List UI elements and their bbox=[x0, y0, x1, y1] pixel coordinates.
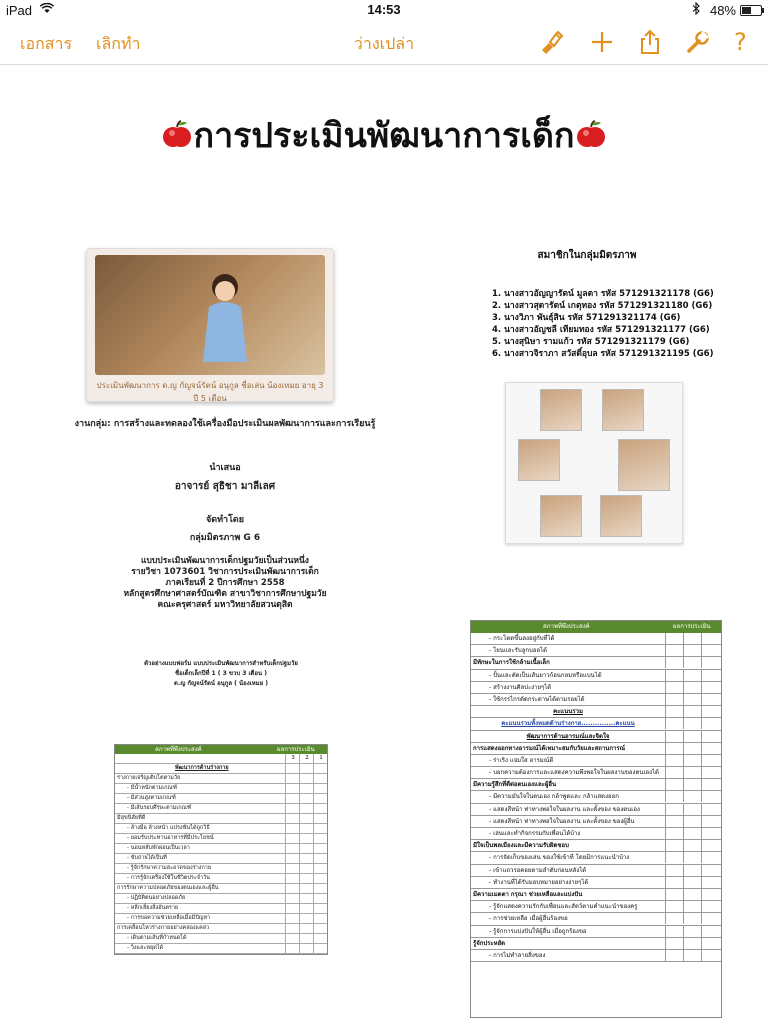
table-row bbox=[471, 694, 721, 706]
row-label: การรักษาความปลอดภัยของตนเองและผู้อื่น bbox=[117, 885, 219, 891]
score-cell[interactable] bbox=[299, 814, 314, 823]
row-label: - มีความมั่นใจในตนเอง กล้าพูดและ กล้าแสดงออก bbox=[489, 793, 619, 801]
header-criteria: สภาพที่พึงประสงค์ bbox=[155, 746, 202, 753]
header-result: ผลการประเมิน bbox=[277, 746, 315, 753]
score-cell[interactable] bbox=[285, 844, 300, 853]
score-cell[interactable] bbox=[313, 854, 328, 863]
score-cell[interactable] bbox=[299, 894, 314, 903]
score-cell[interactable] bbox=[299, 864, 314, 873]
score-cell[interactable] bbox=[683, 779, 702, 790]
score-cell[interactable] bbox=[701, 767, 720, 778]
score-cell[interactable] bbox=[665, 901, 684, 912]
score-cell[interactable] bbox=[299, 834, 314, 843]
score-cell[interactable] bbox=[299, 804, 314, 813]
score-cell[interactable] bbox=[285, 884, 300, 893]
score-cell[interactable] bbox=[683, 938, 702, 949]
table-row bbox=[471, 718, 721, 730]
row-label: - นอนหลับพักผ่อนเป็นเวลา bbox=[127, 845, 190, 851]
row-label: - เดินตามเส้นที่กำหนดได้ bbox=[127, 935, 187, 941]
score-cell[interactable] bbox=[683, 840, 702, 851]
score-cell[interactable] bbox=[701, 901, 720, 912]
score-cell[interactable] bbox=[313, 904, 328, 913]
score-cell[interactable] bbox=[313, 944, 328, 953]
form-table bbox=[114, 744, 328, 955]
score-cell[interactable] bbox=[701, 926, 720, 937]
score-cell[interactable] bbox=[665, 694, 684, 705]
table-row bbox=[115, 934, 327, 944]
score-cell[interactable] bbox=[285, 864, 300, 873]
table-row bbox=[115, 894, 327, 904]
row-label: - การรู้จักเครื่องใช้ในชีวิตประจำวัน bbox=[127, 875, 210, 881]
small-evaluation-form[interactable] bbox=[114, 658, 328, 1018]
wrench-icon[interactable] bbox=[684, 28, 712, 56]
form-subtitle: ชื่อเด็กเล็กปีที่ 1 ( 3 ขวบ 3 เดือน ) bbox=[175, 670, 267, 677]
header-result: ผลการประเมิน bbox=[673, 623, 711, 630]
score-cell[interactable] bbox=[285, 934, 300, 943]
row-label: มีใจเป็นพลเมืองและมีความรับผิดชอบ bbox=[473, 842, 569, 850]
score-cell[interactable] bbox=[313, 844, 328, 853]
score-cell[interactable] bbox=[299, 924, 314, 933]
device-name: iPad bbox=[6, 3, 33, 18]
member-photo bbox=[518, 439, 560, 481]
table-row bbox=[471, 889, 721, 901]
form-instructions-area bbox=[114, 688, 328, 744]
course-info bbox=[110, 556, 340, 611]
score-cell[interactable] bbox=[683, 889, 702, 900]
score-cell[interactable] bbox=[313, 834, 328, 843]
member-item: 2. นางสาวสุดารัตน์ เกตุทอง รหัส 571291321180 (G6) bbox=[492, 301, 713, 311]
photo-caption: ประเมินพัฒนาการ ด.ญ กัญจน์รัตน์ อนุกูล ชื่อเล่น น้องเหมย อายุ 3 ปี 5 เดือน bbox=[96, 381, 324, 403]
row-label: - มีน้ำหนักตามเกณฑ์ bbox=[127, 785, 178, 791]
score-cell[interactable] bbox=[701, 804, 720, 815]
score-cell[interactable] bbox=[701, 865, 720, 876]
score-cell[interactable] bbox=[683, 645, 702, 656]
row-label: - มีส่วนสูงตามเกณฑ์ bbox=[127, 795, 176, 801]
table-row bbox=[115, 914, 327, 924]
table-row bbox=[471, 645, 721, 657]
table-row bbox=[471, 877, 721, 889]
score-cell[interactable] bbox=[701, 938, 720, 949]
score-cell[interactable] bbox=[313, 894, 328, 903]
row-label: - รู้จักรักษาความสะอาดของร่างกาย bbox=[127, 865, 212, 871]
score-cell[interactable] bbox=[683, 865, 702, 876]
table-row bbox=[471, 767, 721, 779]
score-cell[interactable] bbox=[665, 852, 684, 863]
member-photo bbox=[540, 495, 582, 537]
row-label: พัฒนาการด้านอารมณ์และจิตใจ bbox=[526, 732, 610, 740]
child-photo-frame[interactable] bbox=[86, 248, 334, 402]
score-cell[interactable] bbox=[313, 794, 328, 803]
score-cell[interactable] bbox=[683, 682, 702, 693]
info-line: คณะครุศาสตร์ มหาวิทยาลัยสวนดุสิต bbox=[157, 600, 293, 610]
score-cell[interactable] bbox=[665, 865, 684, 876]
score-cell[interactable] bbox=[665, 755, 684, 766]
score-cell[interactable] bbox=[299, 914, 314, 923]
score-cell[interactable] bbox=[313, 774, 328, 783]
score-label: 1 bbox=[313, 754, 328, 763]
row-label: มีสุขนิสัยที่ดี bbox=[117, 815, 146, 821]
undo-button[interactable]: เลิกทำ bbox=[96, 34, 141, 53]
score-cell[interactable] bbox=[701, 633, 720, 644]
row-label: - การจัดเก็บของเล่น ของใช้เข้าที่ โดยมีการแนะนำบ้าง bbox=[489, 854, 630, 862]
row-label: - ปั้นและตัดเป็นเส้นยาวก้อนกลมหรือแบนได้ bbox=[489, 671, 602, 679]
table-row bbox=[471, 865, 721, 877]
row-label: - ขับถ่ายได้เป็นที่ bbox=[127, 855, 167, 861]
score-cell[interactable] bbox=[285, 834, 300, 843]
score-cell[interactable] bbox=[665, 767, 684, 778]
score-cell[interactable] bbox=[299, 884, 314, 893]
score-cell[interactable] bbox=[683, 901, 702, 912]
score-cell[interactable] bbox=[683, 852, 702, 863]
teacher-name: อาจารย์ สุธิชา มาลีเลศ bbox=[174, 481, 276, 492]
score-cell[interactable] bbox=[701, 694, 720, 705]
child-photo bbox=[95, 255, 325, 375]
member-item: 5. นางสุนิษา รามแก้ว รหัส 571291321179 (G6) bbox=[492, 337, 690, 347]
score-cell[interactable] bbox=[665, 633, 684, 644]
score-cell[interactable] bbox=[665, 731, 684, 742]
battery-percent: 48% bbox=[709, 3, 736, 18]
score-cell[interactable] bbox=[299, 904, 314, 913]
row-label: - มีเส้นรอบศีรษะตามเกณฑ์ bbox=[127, 805, 192, 811]
score-cell[interactable] bbox=[285, 914, 300, 923]
score-cell[interactable] bbox=[299, 764, 314, 773]
header-criteria: สภาพที่พึงประสงค์ bbox=[543, 623, 590, 630]
score-cell[interactable] bbox=[313, 804, 328, 813]
score-cell[interactable] bbox=[683, 828, 702, 839]
row-label: - ใช้กรรไกรตัดกระดาษได้ตามรอยได้ bbox=[489, 695, 585, 703]
score-label: 3 bbox=[285, 754, 300, 763]
score-cell[interactable] bbox=[665, 938, 684, 949]
score-cell[interactable] bbox=[665, 926, 684, 937]
row-label: - รู้จักการแบ่งปันให้ผู้อื่น เมื่อถูกร้องขอ bbox=[489, 927, 587, 935]
score-row bbox=[115, 754, 327, 764]
score-cell[interactable] bbox=[313, 914, 328, 923]
assignment-text: งานกลุ่ม: การสร้างและทดลองใช้เครื่องมือประเมินผลพัฒนาการและการเรียนรู้ bbox=[74, 419, 376, 429]
score-cell[interactable] bbox=[665, 706, 684, 717]
title-text: การประเมินพัฒนาการเด็ก bbox=[193, 116, 575, 156]
score-cell[interactable] bbox=[285, 814, 300, 823]
add-icon[interactable] bbox=[588, 28, 616, 56]
score-cell[interactable] bbox=[285, 874, 300, 883]
score-cell[interactable] bbox=[313, 874, 328, 883]
score-cell[interactable] bbox=[299, 944, 314, 953]
row-label: - เล่นและทำกิจกรรมกับเพื่อนได้บ้าง bbox=[489, 830, 581, 837]
score-cell[interactable] bbox=[701, 682, 720, 693]
score-cell[interactable] bbox=[683, 718, 702, 729]
member-photo bbox=[618, 439, 670, 491]
info-line: รายวิชา 1073601 วิชาการประเมินพัฒนาการเด็ก bbox=[131, 567, 319, 577]
score-cell[interactable] bbox=[313, 814, 328, 823]
row-label: มีทักษะในการใช้กล้ามเนื้อเล็ก bbox=[473, 659, 550, 667]
score-cell[interactable] bbox=[299, 824, 314, 833]
table-row bbox=[115, 814, 327, 824]
row-label: รู้จักประหยัด bbox=[473, 939, 505, 947]
row-label: มีความเมตตา กรุณา ช่วยเหลือและแบ่งปัน bbox=[473, 890, 583, 898]
row-label: - ร่าเริง แจ่มใส อารมณ์ดี bbox=[489, 756, 554, 764]
row-label: การเคลื่อนไหวร่างกายอย่างคล่องแคล่ว bbox=[117, 925, 210, 931]
table-row bbox=[471, 670, 721, 682]
table-row bbox=[115, 854, 327, 864]
score-cell[interactable] bbox=[701, 718, 720, 729]
info-line: หลักสูตรศึกษาศาสตร์บัณฑิต สาขาวิชาการศึกษาปฐมวัย bbox=[123, 589, 327, 599]
score-cell[interactable] bbox=[701, 743, 720, 754]
row-label: - วิ่งและหยุดได้ bbox=[127, 945, 164, 951]
form-child-name: ด.ญ กัญจน์รัตน์ อนุกูล ( น้องเหมย ) bbox=[174, 680, 268, 687]
table-row bbox=[115, 784, 327, 794]
score-cell[interactable] bbox=[299, 854, 314, 863]
score-cell[interactable] bbox=[313, 784, 328, 793]
table-row bbox=[471, 913, 721, 925]
score-cell[interactable] bbox=[701, 950, 720, 961]
score-cell[interactable] bbox=[683, 706, 702, 717]
table-row bbox=[471, 804, 721, 816]
row-label: การแสดงออกทางอารมณ์ได้เหมาะสมกับวัยและสถานการณ์ bbox=[473, 744, 626, 752]
member-item: 4. นางสาวอัญชลี เทียมทอง รหัส 571291321177 (G6) bbox=[492, 325, 710, 335]
score-cell[interactable] bbox=[683, 767, 702, 778]
apple-icon bbox=[161, 119, 193, 151]
score-cell[interactable] bbox=[683, 816, 702, 827]
score-cell[interactable] bbox=[313, 824, 328, 833]
present-label: นำเสนอ bbox=[209, 463, 241, 473]
table-row bbox=[471, 828, 721, 840]
table-row bbox=[115, 804, 327, 814]
score-cell[interactable] bbox=[665, 913, 684, 924]
status-bar bbox=[0, 0, 768, 20]
score-cell[interactable] bbox=[701, 706, 720, 717]
score-cell[interactable] bbox=[313, 764, 328, 773]
score-cell[interactable] bbox=[683, 877, 702, 888]
row-label: - เข้าแถวรอคอยตามลำดับก่อนหลังได้ bbox=[489, 866, 587, 874]
table-header bbox=[471, 621, 721, 633]
table-row bbox=[471, 901, 721, 913]
score-cell[interactable] bbox=[701, 852, 720, 863]
score-cell[interactable] bbox=[701, 828, 720, 839]
score-cell[interactable] bbox=[701, 840, 720, 851]
row-label: - กระโดดขึ้นลงอยู่กับที่ได้ bbox=[489, 635, 555, 642]
score-cell[interactable] bbox=[665, 682, 684, 693]
toolbar bbox=[0, 20, 768, 65]
score-cell[interactable] bbox=[683, 804, 702, 815]
row-label: - การขอความช่วยเหลือเมื่อมีปัญหา bbox=[127, 915, 211, 921]
score-cell[interactable] bbox=[683, 791, 702, 802]
score-cell[interactable] bbox=[701, 889, 720, 900]
format-brush-icon[interactable] bbox=[536, 28, 564, 56]
score-label: 2 bbox=[299, 754, 314, 763]
row-label: - หลีกเลี่ยงสิ่งอันตราย bbox=[127, 905, 179, 911]
score-cell[interactable] bbox=[285, 784, 300, 793]
score-cell[interactable] bbox=[285, 904, 300, 913]
row-label: - โยนและรับลูกบอลได้ bbox=[489, 647, 548, 655]
member-item: 6. นางสาวจิราภา สวัสดิ์อุบล รหัส 571291321195 (G6) bbox=[492, 349, 714, 359]
table-row bbox=[471, 840, 721, 852]
row-label: - บอกความต้องการและแสดงความพึงพอใจในผลงานของตนเองได้ bbox=[489, 769, 659, 777]
row-label: - แสดงสีหน้า ท่าทางพอใจในผลงาน และตั้งของ ของตนเอง bbox=[489, 805, 640, 813]
table-row bbox=[115, 844, 327, 854]
share-icon[interactable] bbox=[636, 28, 664, 56]
score-cell[interactable] bbox=[701, 913, 720, 924]
score-cell[interactable] bbox=[701, 645, 720, 656]
battery-icon bbox=[740, 5, 762, 16]
score-cell[interactable] bbox=[665, 718, 684, 729]
table-row bbox=[471, 657, 721, 669]
score-cell[interactable] bbox=[665, 645, 684, 656]
table-row bbox=[115, 794, 327, 804]
member-photo bbox=[540, 389, 582, 431]
score-cell[interactable] bbox=[313, 884, 328, 893]
score-cell[interactable] bbox=[285, 774, 300, 783]
row-label: - การไม่ทำลายสิ่งของ bbox=[489, 951, 546, 959]
table-row bbox=[115, 834, 327, 844]
score-cell[interactable] bbox=[285, 894, 300, 903]
score-cell[interactable] bbox=[665, 657, 684, 668]
table-row bbox=[471, 852, 721, 864]
prepared-by-label: จัดทำโดย bbox=[205, 515, 245, 525]
score-cell[interactable] bbox=[285, 824, 300, 833]
form-table-header bbox=[115, 745, 327, 754]
form-title: ตัวอย่างแบบฟอร์ม แบบประเมินพัฒนาการสำหรับเด็กปฐมวัย bbox=[144, 660, 298, 667]
clock: 14:53 bbox=[367, 2, 401, 17]
info-line: ภาคเรียนที่ 2 ปีการศึกษา 2558 bbox=[165, 578, 285, 588]
score-cell[interactable] bbox=[665, 670, 684, 681]
table-row bbox=[115, 864, 327, 874]
score-cell[interactable] bbox=[313, 864, 328, 873]
table-row bbox=[471, 938, 721, 950]
table-row bbox=[471, 682, 721, 694]
score-cell[interactable] bbox=[285, 944, 300, 953]
score-cell[interactable] bbox=[285, 804, 300, 813]
score-cell[interactable] bbox=[285, 854, 300, 863]
table-row bbox=[115, 774, 327, 784]
score-cell[interactable] bbox=[683, 755, 702, 766]
table-row bbox=[115, 924, 327, 934]
score-cell[interactable] bbox=[701, 877, 720, 888]
table-row bbox=[115, 904, 327, 914]
page-title bbox=[0, 108, 768, 162]
score-cell[interactable] bbox=[701, 670, 720, 681]
row-label: คะแนนรวม bbox=[553, 708, 583, 716]
score-cell[interactable] bbox=[285, 764, 300, 773]
score-cell[interactable] bbox=[701, 791, 720, 802]
document-title[interactable]: ว่างเปล่า bbox=[353, 34, 415, 53]
score-cell[interactable] bbox=[683, 926, 702, 937]
info-line: แบบประเมินพัฒนาการเด็กปฐมวัยเป็นส่วนหนึ่ง bbox=[141, 556, 309, 566]
score-cell[interactable] bbox=[701, 755, 720, 766]
table-row bbox=[115, 874, 327, 884]
table-row bbox=[471, 791, 721, 803]
score-cell[interactable] bbox=[683, 913, 702, 924]
table-row bbox=[115, 944, 327, 954]
row-label: พัฒนาการด้านร่างกาย bbox=[175, 765, 229, 771]
table-row bbox=[471, 816, 721, 828]
table-row bbox=[471, 926, 721, 938]
score-cell[interactable] bbox=[665, 828, 684, 839]
row-label: - ยอมรับประทานอาหารที่มีประโยชน์ bbox=[127, 835, 214, 841]
table-row bbox=[471, 779, 721, 791]
score-cell[interactable] bbox=[701, 816, 720, 827]
score-cell[interactable] bbox=[313, 924, 328, 933]
member-item: 3. นางวิภา พันธุ์สิน รหัส 571291321174 (G6) bbox=[492, 313, 681, 323]
row-label: - ทำงานที่ได้รับมอบหมายอย่างง่ายๆได้ bbox=[489, 878, 589, 886]
member-photo bbox=[602, 389, 644, 431]
members-title: สมาชิกในกลุ่มมิตรภาพ bbox=[537, 250, 637, 261]
score-cell[interactable] bbox=[701, 657, 720, 668]
score-cell[interactable] bbox=[313, 934, 328, 943]
girl-figure bbox=[195, 267, 255, 367]
score-cell[interactable] bbox=[299, 934, 314, 943]
score-cell[interactable] bbox=[683, 633, 702, 644]
score-cell[interactable] bbox=[299, 794, 314, 803]
score-cell[interactable] bbox=[665, 840, 684, 851]
score-cell[interactable] bbox=[299, 844, 314, 853]
score-cell[interactable] bbox=[683, 694, 702, 705]
score-cell[interactable] bbox=[665, 804, 684, 815]
score-cell[interactable] bbox=[285, 794, 300, 803]
apple-icon bbox=[575, 119, 607, 151]
row-label: - ปฏิบัติตนอย่างปลอดภัย bbox=[127, 895, 186, 901]
help-button[interactable]: ? bbox=[734, 28, 747, 56]
table-row bbox=[471, 755, 721, 767]
table-row bbox=[115, 764, 327, 774]
score-cell[interactable] bbox=[683, 670, 702, 681]
score-cell[interactable] bbox=[299, 784, 314, 793]
score-cell[interactable] bbox=[701, 731, 720, 742]
documents-button[interactable]: เอกสาร bbox=[20, 34, 73, 53]
row-label: มีความรู้สึกที่ดีต่อตนเองและผู้อื่น bbox=[473, 781, 557, 789]
table-row bbox=[115, 884, 327, 894]
row-label: - สร้างงานศิลปะง่ายๆได้ bbox=[489, 683, 552, 691]
score-cell[interactable] bbox=[683, 950, 702, 961]
score-cell[interactable] bbox=[683, 731, 702, 742]
score-cell[interactable] bbox=[665, 877, 684, 888]
score-cell[interactable] bbox=[665, 779, 684, 790]
row-label: ร่างกายเจริญเติบโตตามวัย bbox=[117, 775, 181, 781]
score-cell[interactable] bbox=[665, 791, 684, 802]
members-list bbox=[492, 288, 714, 360]
table-row bbox=[471, 743, 721, 755]
table-body bbox=[471, 633, 721, 962]
row-label: - การช่วยเหลือ เมื่อผู้อื่นร้องขอ bbox=[489, 915, 568, 923]
row-label: - ล้างมือ ล้างหน้า แปรงฟันได้ถูกวิธี bbox=[127, 825, 210, 831]
bluetooth-icon bbox=[692, 2, 700, 19]
row-label: - แสดงสีหน้า ท่าทางพอใจในผลงาน และตั้งของ ของผู้อื่น bbox=[489, 817, 635, 825]
table-row bbox=[471, 731, 721, 743]
score-cell[interactable] bbox=[285, 924, 300, 933]
row-label: คะแนนรวมทั้งหมดด้านร่างกาย...............คะแนน bbox=[501, 720, 635, 728]
evaluation-table[interactable] bbox=[470, 620, 722, 1018]
score-cell[interactable] bbox=[665, 743, 684, 754]
score-cell[interactable] bbox=[299, 774, 314, 783]
table-row bbox=[471, 633, 721, 645]
battery-level bbox=[742, 7, 751, 14]
score-cell[interactable] bbox=[701, 779, 720, 790]
member-photo bbox=[600, 495, 642, 537]
score-cell[interactable] bbox=[665, 889, 684, 900]
score-cell[interactable] bbox=[683, 657, 702, 668]
score-cell[interactable] bbox=[683, 743, 702, 754]
member-photo-collage[interactable] bbox=[505, 382, 683, 544]
score-cell[interactable] bbox=[299, 874, 314, 883]
member-item: 1. นางสาวอัญญารัตน์ มูลตา รหัส 571291321178 (G6) bbox=[492, 289, 714, 299]
score-cell[interactable] bbox=[665, 950, 684, 961]
table-row bbox=[471, 950, 721, 962]
group-name: กลุ่มมิตรภาพ G 6 bbox=[189, 533, 261, 543]
form-table-body bbox=[115, 764, 327, 954]
table-row bbox=[471, 706, 721, 718]
row-label: - รู้จักแสดงความรักกับเพื่อนและสัตว์ตามคำแนะนำของครู bbox=[489, 903, 638, 911]
table-row bbox=[115, 824, 327, 834]
score-cell[interactable] bbox=[665, 816, 684, 827]
